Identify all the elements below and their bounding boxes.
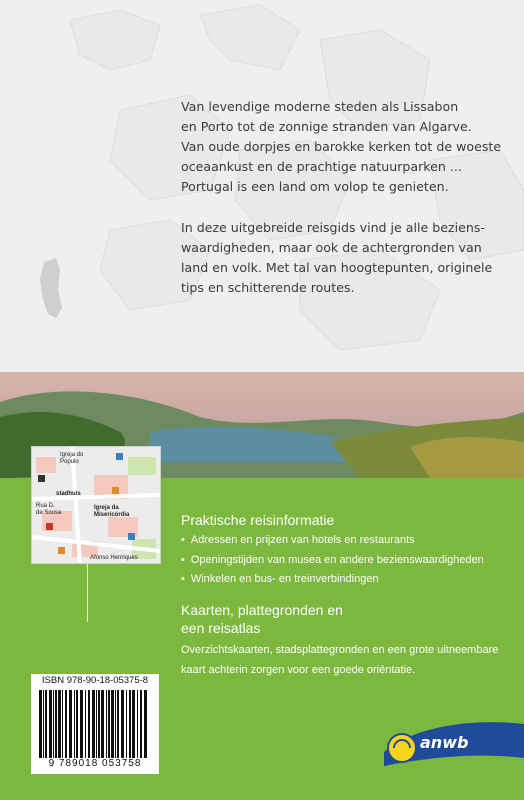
map-label-stadhuis: stadhuis: [56, 491, 81, 497]
map-label-rua-2: de Sousa: [36, 510, 62, 516]
map-label-misericordia-2: Misericórdia: [94, 512, 130, 518]
intro-paragraph-2: In deze uitgebreide reisgids vind je alle beziens- waardigheden, maar ook de achtergronden van land en volk. Met tal van hoogtepunten, originele tips en schitterende routes.: [181, 220, 493, 295]
isbn-label: ISBN 978-90-18-05375-8: [41, 675, 149, 686]
map-label-misericordia: Igreja da: [94, 505, 119, 511]
info-bullet: • Openingstijden van musea en andere bezienswaardigheden: [181, 551, 484, 571]
map-label-henriques: Afonso Henriques: [90, 555, 138, 561]
info-bullet: • Winkelen en bus- en treinverbindingen: [181, 570, 484, 590]
info-title: Praktische reisinformatie: [181, 512, 335, 528]
info-bullet: • Adressen en prijzen van hotels en restaurants: [181, 531, 484, 551]
map-label-rua: Rua D.: [36, 503, 55, 509]
barcode-block: [31, 674, 159, 774]
cover-top-area: [0, 0, 524, 372]
city-map-thumbnail: [31, 446, 161, 564]
anwb-logo: [384, 718, 524, 768]
maps-title-line-1: Kaarten, plattegronden en: [181, 602, 343, 618]
maps-title-line-2: een reisatlas: [181, 620, 261, 636]
map-label-popolo: Populo: [60, 459, 79, 465]
barcode-bars: [39, 690, 151, 758]
maps-body: Overzichtskaarten, stadsplattegronden en een grote uitneembare kaart achterin zorgen voor een goede oriëntatie.: [181, 644, 499, 676]
barcode-number: 9 789018 053758: [48, 758, 142, 769]
info-bullets: [181, 531, 484, 590]
portugal-highlight: [40, 258, 62, 318]
map-label-igreja: Igreja do: [60, 452, 84, 458]
anwb-logo-text: anwb: [420, 733, 469, 752]
intro-text: [181, 97, 511, 319]
intro-paragraph-1: Van levendige moderne steden als Lissabon en Porto tot de zonnige stranden van Algarve. Van oude dorpjes en barokke kerken tot de woeste oceaankust en de prachtige natuurparken ... Portugal is een land om volop te genieten.: [181, 99, 502, 194]
